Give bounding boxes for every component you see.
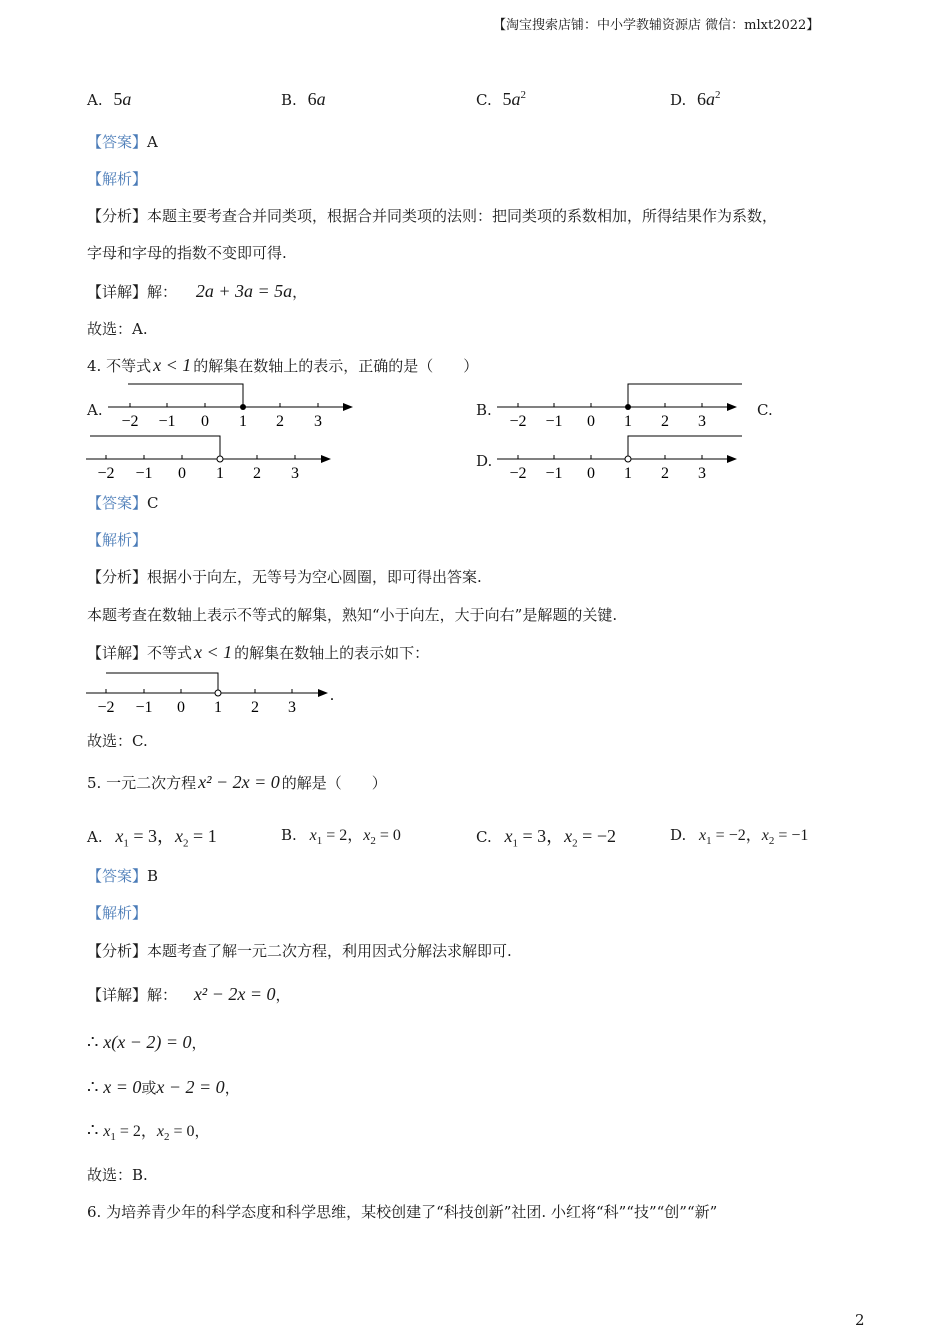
- q4-numberline-c: [86, 432, 336, 484]
- q4-answer: 【答案】C: [87, 494, 159, 512]
- q5-option-c[interactable]: C. $x_1 = 3$，$x_2 = -2$: [476, 826, 616, 850]
- q6-stem: 6. 为培养青少年的科学态度和科学思维，某校创建了“科技创新”社团. 小红将“科”“技”“创”“新”: [87, 1203, 718, 1221]
- q5-xiangjie: 【详解】解： x² − 2x = 0，: [87, 984, 291, 1004]
- tick-label: −1: [135, 465, 153, 482]
- tick-label: 2: [276, 413, 284, 430]
- q3-option-c[interactable]: C. $5a^2$: [476, 89, 526, 109]
- q3-answer: 【答案】A: [87, 133, 158, 151]
- q5-option-d[interactable]: D. $x_1 = -2$，$x_2 = -1$: [670, 826, 809, 848]
- tick-label: 1: [624, 413, 632, 430]
- tick-label: 1: [214, 699, 222, 716]
- tick-label: −1: [135, 699, 153, 716]
- q3-xiangjie: 【详解】解： 2a + 3a = 5a，: [87, 281, 308, 301]
- tick-label: 3: [698, 413, 706, 430]
- tick-label: 0: [587, 465, 595, 482]
- q3-fenxi: 【分析】本题主要考查合并同类项，根据合并同类项的法则：把同类项的系数相加，所得结果作为系数，: [87, 207, 778, 225]
- tick-label: 3: [288, 699, 296, 716]
- period-mark: .: [330, 687, 334, 704]
- q5-answer: 【答案】B: [87, 867, 159, 885]
- tick-label: −2: [509, 413, 527, 430]
- tick-label: −2: [97, 465, 115, 482]
- q5-fenxi: 【分析】本题考查了解一元二次方程，利用因式分解法求解即可.: [87, 942, 512, 960]
- tick-label: −2: [121, 413, 139, 430]
- page-number: 2: [855, 1311, 865, 1329]
- q4-stem: 4. 不等式 x < 1 的解集在数轴上的表示，正确的是（ ）: [87, 355, 479, 375]
- q3-option-a[interactable]: A. 5a: [87, 89, 132, 109]
- q4-fenxi: 【分析】根据小于向左，无等号为空心圆圈，即可得出答案.: [87, 568, 482, 586]
- q4-label-b[interactable]: B.: [476, 401, 492, 419]
- q4-numberline-a: [108, 380, 358, 432]
- tick-label: −1: [158, 413, 176, 430]
- q5-jiexi-heading: 【解析】: [87, 904, 148, 922]
- q4-numberline-d: [497, 432, 747, 484]
- tick-label: 2: [253, 465, 261, 482]
- tick-label: 2: [661, 413, 669, 430]
- q5-option-b[interactable]: B. $x_1 = 2$，$x_2 = 0$: [281, 826, 401, 848]
- tick-label: −2: [97, 699, 115, 716]
- tick-label: −1: [545, 413, 563, 430]
- tick-label: 3: [698, 465, 706, 482]
- tick-label: 3: [314, 413, 322, 430]
- tick-label: 0: [587, 413, 595, 430]
- q4-label-a[interactable]: A.: [87, 401, 103, 419]
- tick-label: 1: [624, 465, 632, 482]
- tick-label: 0: [201, 413, 209, 430]
- q5-step4: ∴ $x_1 = 2$，$x_2 = 0$，: [87, 1120, 210, 1144]
- q4-xiangjie: 【详解】不等式 x < 1 的解集在数轴上的表示如下：: [87, 642, 430, 662]
- tick-label: 1: [216, 465, 224, 482]
- tick-label: 2: [251, 699, 259, 716]
- q3-option-d[interactable]: D. $6a^2$: [670, 89, 721, 109]
- q4-guxuan: 故选：C.: [87, 732, 148, 750]
- q3-fenxi-line2: 字母和字母的指数不变即可得.: [87, 244, 287, 262]
- q4-label-d[interactable]: D.: [476, 452, 493, 470]
- tick-label: 0: [177, 699, 185, 716]
- q5-guxuan: 故选：B.: [87, 1166, 148, 1184]
- q4-jiexi-heading: 【解析】: [87, 531, 148, 549]
- q4-numberline-b: [497, 380, 747, 432]
- tick-label: 1: [239, 413, 247, 430]
- q5-step3: ∴ x = 0或x − 2 = 0，: [87, 1077, 240, 1097]
- q3-guxuan: 故选：A.: [87, 320, 148, 338]
- q3-equation: 2a + 3a = 5a: [195, 281, 293, 301]
- q5-stem: 5. 一元二次方程 x² − 2x = 0 的解是（ ）: [87, 772, 387, 792]
- tick-label: −1: [545, 465, 563, 482]
- tick-label: 3: [291, 465, 299, 482]
- q4-solution-numberline: [86, 670, 336, 720]
- q5-step2: ∴ x(x − 2) = 0，: [87, 1032, 207, 1052]
- tick-label: 0: [178, 465, 186, 482]
- q3-option-b[interactable]: B. 6a: [281, 89, 326, 109]
- q5-option-a[interactable]: A. $x_1 = 3$，$x_2 = 1$: [87, 826, 217, 850]
- q4-label-c[interactable]: C.: [757, 401, 773, 419]
- q3-jiexi-heading: 【解析】: [87, 170, 148, 188]
- tick-label: −2: [509, 465, 527, 482]
- page-header: 【淘宝搜索店铺：中小学教辅资源店 微信：mlxt2022】: [493, 18, 820, 33]
- tick-label: 2: [661, 465, 669, 482]
- q4-note: 本题考查在数轴上表示不等式的解集，熟知“小于向左，大于向右”是解题的关键.: [87, 606, 618, 624]
